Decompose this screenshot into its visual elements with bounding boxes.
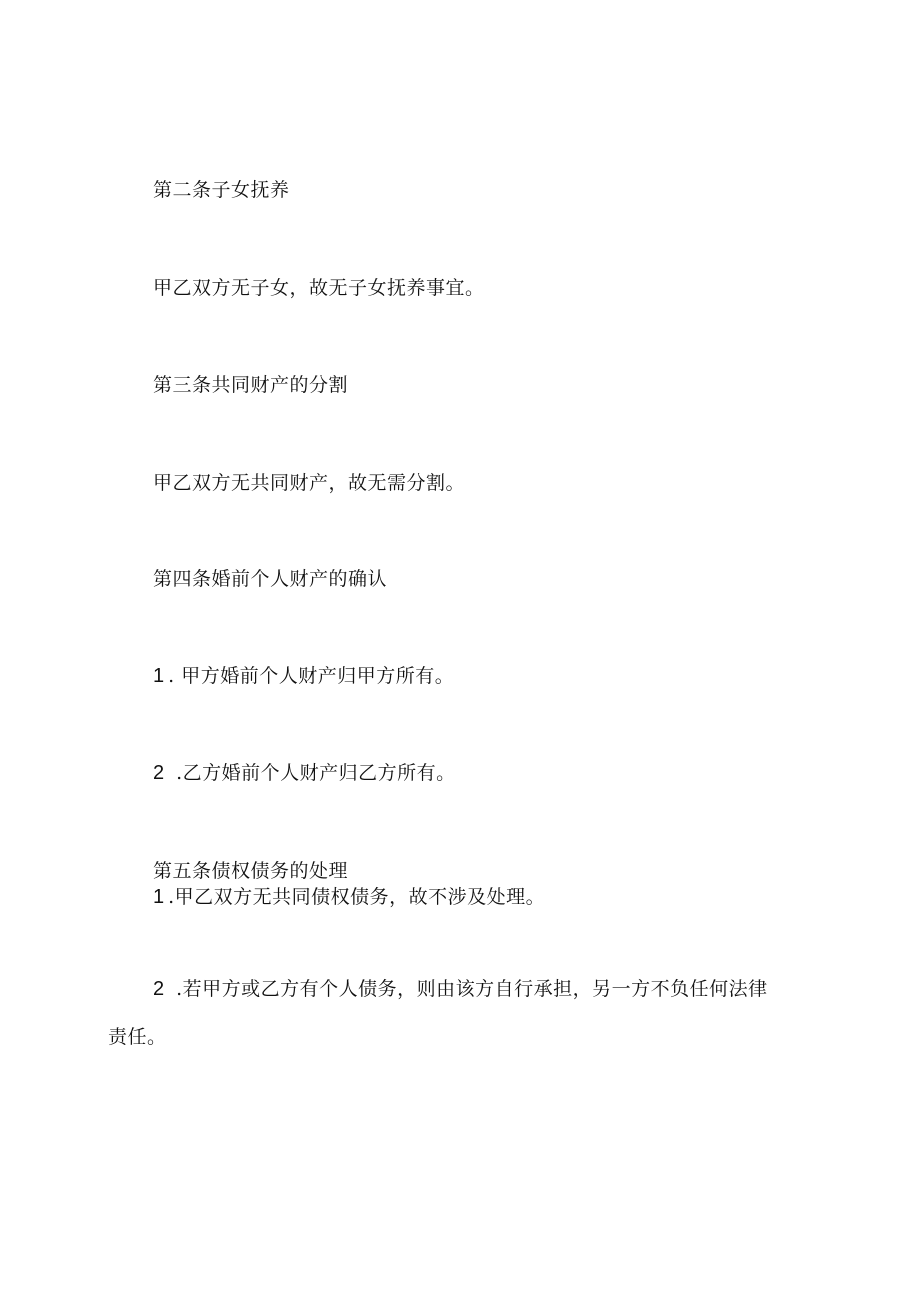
item-text: .乙方婚前个人财产归乙方所有。 [176,762,456,784]
article-5-title: 第五条债权债务的处理 [153,860,349,882]
article-3-title: 第三条共同财产的分割 [153,374,349,396]
item-number: 1 [153,886,165,908]
article-5-item-2-continuation: 责任。 [108,1026,167,1048]
article-3-body: 甲乙双方无共同财产，故无需分割。 [153,472,466,494]
article-2-body: 甲乙双方无子女，故无子女抚养事宜。 [153,277,485,299]
article-5-item-2 [153,977,768,1001]
item-text: .甲乙双方无共同债权债务，故不涉及处理。 [168,886,546,908]
article-4-item-1 [153,664,454,688]
article-2-title: 第二条子女抚养 [153,179,290,201]
article-4-item-2 [153,761,456,785]
item-number: 2 [153,978,165,1000]
item-number: 2 [153,762,165,784]
item-text: . 甲方婚前个人财产归甲方所有。 [168,665,455,687]
item-text: .若甲方或乙方有个人债务，则由该方自行承担，另一方不负任何法律 [176,978,768,1000]
item-number: 1 [153,665,165,687]
article-4-title: 第四条婚前个人财产的确认 [153,568,388,590]
article-5-item-1 [153,885,545,909]
